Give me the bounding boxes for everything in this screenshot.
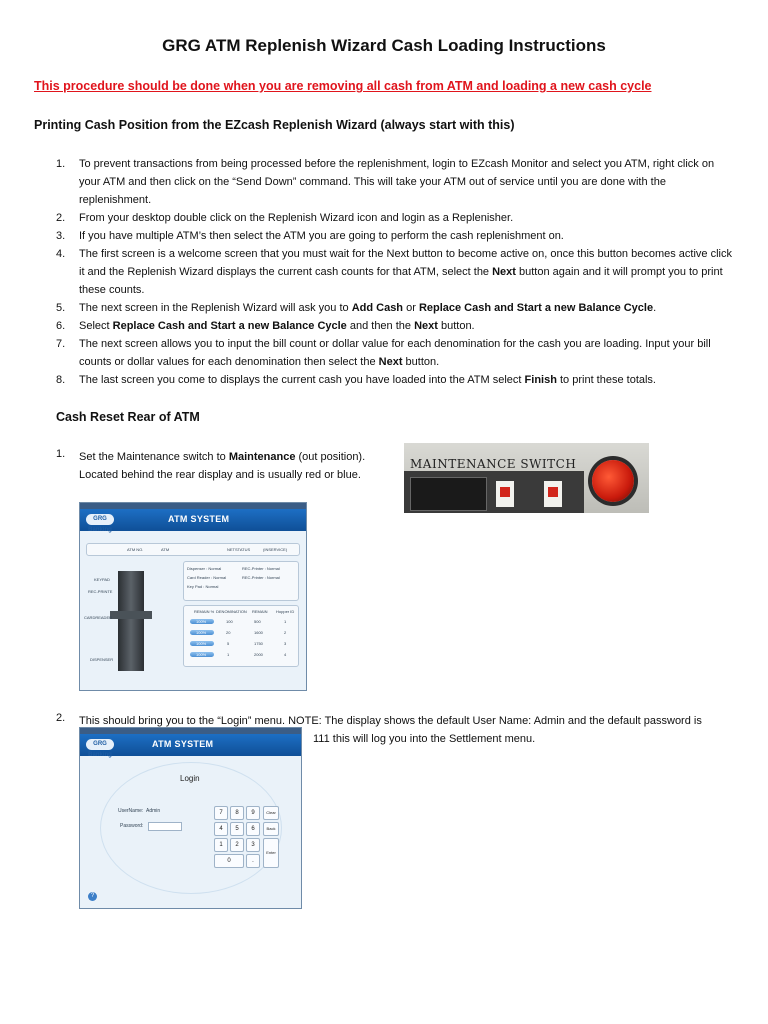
remain-pct: 100% (196, 630, 207, 635)
component-label: REC-PRINTE (88, 589, 113, 594)
list-item (56, 335, 736, 371)
keypad-key-dot[interactable]: . (246, 854, 260, 868)
step-bold-text: Next (492, 266, 516, 278)
step-text: button again and it will prompt you to print these counts. (79, 266, 723, 296)
netstatus-label: NETSTATUS (227, 547, 251, 552)
step-text: to print these totals. (556, 374, 656, 386)
step-number: 4. (56, 248, 66, 260)
step-text: If you have multiple ATM’s then select the ATM you are going to perform the cash replenishment on. (79, 230, 564, 242)
switch-red-indicator (548, 487, 558, 497)
list-item (56, 209, 736, 227)
keypad-key-5[interactable]: 5 (230, 822, 244, 836)
table-header: Hopper ID (276, 609, 295, 614)
list-item (56, 245, 736, 299)
atm-no-label: ATM NO. (127, 547, 144, 552)
warning-notice: This procedure should be done when you are removing all cash from ATM and loading a new cash cycle (34, 79, 652, 93)
list-item (56, 227, 736, 245)
step-bold-text: Maintenance (228, 451, 296, 463)
step-bold-text: Next (378, 356, 403, 368)
step-number: 6. (56, 320, 66, 332)
system-title: ATM SYSTEM (152, 739, 214, 749)
step-number: 1. (56, 448, 66, 460)
hopper-id: 1 (284, 619, 287, 624)
step-number: 2. (56, 212, 66, 224)
hopper-id: 3 (284, 641, 287, 646)
keypad-key-8[interactable]: 8 (230, 806, 244, 820)
keypad-key-4[interactable]: 4 (214, 822, 228, 836)
netstatus-value: (INSERVICE) (263, 547, 288, 552)
switch-red-indicator (500, 487, 510, 497)
remain-count: 1750 (254, 641, 263, 646)
step-text: Located behind the rear display and is usually red or blue. (79, 469, 361, 481)
switch-window (410, 477, 487, 511)
keypad-back-button[interactable]: Back (263, 822, 279, 836)
denomination: 20 (226, 630, 231, 635)
keypad-key-6[interactable]: 6 (246, 822, 260, 836)
password-label: Password: (120, 823, 144, 829)
status-item: REC-Printer : Normal (242, 575, 280, 580)
step-bold-text: Replace Cash and Start a new Balance Cycle (112, 320, 347, 332)
help-icon[interactable]: ? (88, 892, 97, 901)
step-text: The next screen in the Replenish Wizard will ask you to (79, 302, 352, 314)
atm-tray-image (110, 611, 152, 619)
keypad-key-1[interactable]: 1 (214, 838, 228, 852)
step-text: and then the (346, 320, 415, 332)
keypad-clear-button[interactable]: Clear (263, 806, 279, 820)
keypad-key-3[interactable]: 3 (246, 838, 260, 852)
denomination: 5 (227, 641, 230, 646)
login-heading: Login (180, 774, 200, 783)
remain-pct: 100% (196, 641, 207, 646)
step-bold-text: Replace Cash and Start a new Balance Cycle (418, 302, 654, 314)
keypad-key-7[interactable]: 7 (214, 806, 228, 820)
table-header: REMAIN % (194, 609, 215, 614)
switch-label: MAINTENANCE SWITCH (410, 457, 577, 471)
app-header (80, 734, 301, 756)
step-text: The next screen allows you to input the bill count or dollar value for each denomination for the cash you are loading. Input your bill counts or dollar values for each denomination then select the (79, 338, 711, 368)
username-value: Admin (146, 808, 161, 814)
status-item: Key Pad : Normal (187, 584, 219, 589)
step-text: From your desktop double click on the Replenish Wizard icon and login as a Replenisher. (79, 212, 514, 224)
step-bold-text: Add Cash (351, 302, 404, 314)
step-text: The last screen you come to displays the current cash you have loaded into the ATM select (79, 374, 525, 386)
remain-count: 500 (254, 619, 261, 624)
switch-toggle-icon (544, 481, 562, 507)
status-item: Card Reader : Normal (187, 575, 227, 580)
component-label: CARDREADER (84, 615, 113, 620)
step-text: The first screen is a welcome screen that you must wait for the Next button to become active on, once this button becomes active click it and the Replenish Wizard displays the current cash counts for that ATM, select the (79, 248, 732, 278)
step-text: To prevent transactions from being processed before the replenishment, login to EZcash Monitor and select you ATM, right click on your ATM and then click on the “Send Down” command. This will take your ATM out of service until you are done with the replenishment. (79, 158, 715, 206)
system-title: ATM SYSTEM (168, 514, 230, 524)
section-heading-cash-reset: Cash Reset Rear of ATM (56, 410, 200, 424)
step-bold-text: Next (414, 320, 438, 332)
step-text: (out position). (295, 451, 366, 463)
reset-step-2-line1: This should bring you to the “Login” menu. NOTE: The display shows the default User Name: Admin and the default password is (79, 715, 702, 727)
table-header: DENOMINATION (216, 609, 247, 614)
remain-pct: 100% (196, 652, 207, 657)
step-text: button. (437, 320, 475, 332)
list-item (56, 317, 736, 335)
printing-steps-list (56, 155, 736, 389)
atm-no-value: ATM (161, 547, 170, 552)
step-text: . (653, 302, 657, 314)
step-number: 1. (56, 158, 66, 170)
step-text: or (403, 302, 419, 314)
status-item: REC-Printer : Normal (242, 566, 280, 571)
step-number: 2. (56, 712, 66, 724)
atm-system-screenshot (79, 502, 307, 691)
username-label: UserName: (118, 808, 144, 814)
denomination: 100 (226, 619, 233, 624)
remain-pct: 100% (196, 619, 207, 624)
status-item: Dispenser : Normal (187, 566, 222, 571)
red-button-icon (592, 460, 634, 502)
list-item (56, 299, 736, 317)
keypad-key-9[interactable]: 9 (246, 806, 260, 820)
remain-count: 1600 (254, 630, 263, 635)
atm-machine-image (118, 571, 144, 671)
step-text: button. (402, 356, 440, 368)
step-number: 7. (56, 338, 66, 350)
login-screenshot (79, 727, 302, 909)
step-number: 5. (56, 302, 66, 314)
component-label: DISPENSER (90, 657, 114, 662)
table-header: REMAIN (252, 609, 268, 614)
document-title: GRG ATM Replenish Wizard Cash Loading Instructions (162, 36, 606, 55)
reset-step-1 (79, 448, 399, 484)
step-bold-text: Finish (524, 374, 557, 386)
grg-logo: GRG Banking (86, 514, 114, 525)
switch-toggle-icon (496, 481, 514, 507)
remain-count: 2000 (254, 652, 263, 657)
atm-info-bar (86, 543, 300, 556)
cash-table (183, 605, 299, 667)
section-heading-printing: Printing Cash Position from the EZcash Replenish Wizard (always start with this) (34, 118, 515, 132)
component-label: KEYPAD (94, 577, 110, 582)
denomination: 1 (227, 652, 230, 657)
step-number: 3. (56, 230, 66, 242)
list-item (56, 155, 736, 209)
grg-logo: GRG Banking (86, 739, 114, 750)
step-text: Select (79, 320, 113, 332)
password-field[interactable] (148, 822, 182, 831)
reset-step-2-line2: 111 this will log you into the Settlement menu. (313, 733, 536, 745)
keypad-key-0[interactable]: 0 (214, 854, 244, 868)
app-header (80, 509, 306, 531)
list-item (56, 371, 736, 389)
status-panel (183, 561, 299, 601)
maintenance-switch-photo (404, 443, 649, 513)
keypad-key-2[interactable]: 2 (230, 838, 244, 852)
keypad-enter-button[interactable]: Enter (263, 838, 279, 868)
step-number: 8. (56, 374, 66, 386)
hopper-id: 4 (284, 652, 287, 657)
hopper-id: 2 (284, 630, 287, 635)
step-text: Set the Maintenance switch to (79, 451, 229, 463)
